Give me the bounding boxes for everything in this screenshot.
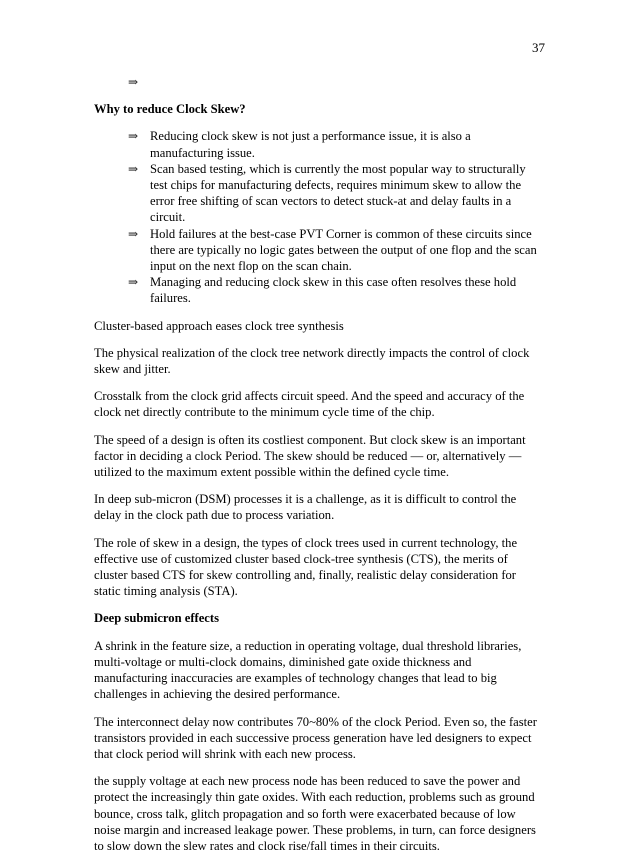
paragraph-crosstalk: Crosstalk from the clock grid affects circuit speed. And the speed and accuracy of the clock net directly contribute to the minimum cycle time of the chip.	[94, 389, 525, 420]
page-number: 37	[532, 40, 545, 55]
paragraph-role-of-skew: The role of skew in a design, the types of clock trees used in current technology, the effective use of customized cluster based clock-tree synthesis (CTS), the merits of cluster based CTS for skew controlling and, finally, realistic delay consideration for static timing analysis (STA).	[94, 535, 518, 599]
arrow-bullet-icon: ⇒	[128, 161, 139, 176]
paragraph-dsm-processes: In deep sub-micron (DSM) processes it is a challenge, as it is difficult to control the delay in the clock path due to process variation.	[94, 492, 517, 523]
bullet-item	[128, 226, 544, 275]
bullet-item	[128, 161, 544, 226]
heading-why-reduce-clock-skew: Why to reduce Clock Skew?	[94, 102, 246, 117]
bullet-text: Reducing clock skew is not just a performance issue, it is also a manufacturing issue.	[150, 129, 471, 160]
page-content	[94, 74, 544, 865]
bullet-text: Scan based testing, which is currently the most popular way to structurally test chips for manufacturing defects, requires minimum skew to allow the error free shifting of scan vectors to detect stuck-at and delay faults in a circuit.	[150, 161, 526, 225]
paragraph-speed-of-design: The speed of a design is often its costliest component. But clock skew is an important factor in deciding a clock Period. The skew should be reduced — or, alternatively — utilized to the maximum extent possible within the defined cycle time.	[94, 432, 526, 480]
lone-bullet	[128, 74, 544, 90]
bullet-text: Hold failures at the best-case PVT Corner is common of these circuits since there are typically no logic gates between the output of one flop and the scan input on the next flop on the scan chain.	[150, 226, 537, 274]
paragraph-cluster-based: Cluster-based approach eases clock tree synthesis	[94, 318, 344, 333]
bullet-item	[128, 128, 544, 160]
paragraph-supply-voltage: the supply voltage at each new process node has been reduced to save the power and protect the increasingly thin gate oxides. With each reduction, problems such as ground bounce, cross talk, glitch propagation and so forth were exacerbated because of low noise margin and increased leakage power. These problems, in turn, can force designers to slow down the slew rates and clock rise/fall times in their circuits.	[94, 774, 536, 853]
heading-deep-submicron-effects: Deep submicron effects	[94, 611, 219, 626]
paragraph-physical-realization: The physical realization of the clock tree network directly impacts the control of clock skew and jitter.	[94, 345, 530, 377]
bullet-list	[128, 128, 544, 306]
paragraph-feature-shrink: A shrink in the feature size, a reduction in operating voltage, dual threshold libraries, multi-voltage or multi-clock domains, diminished gate oxide thickness and manufacturing inaccuracies are examples of technology changes that lead to big challenges in achieving the desired performance.	[94, 638, 522, 702]
arrow-bullet-icon: ⇒	[128, 129, 139, 144]
arrow-bullet-icon: ⇒	[128, 226, 139, 241]
arrow-bullet-icon: ⇒	[128, 275, 139, 290]
bullet-text: Managing and reducing clock skew in this case often resolves these hold failures.	[150, 275, 517, 306]
paragraph-interconnect-delay: The interconnect delay now contributes 70~80% of the clock Period. Even so, the faster transistors provided in each successive process generation have led designers to expect that clock period will shrink with each new process.	[94, 714, 537, 761]
bullet-item	[128, 274, 544, 306]
arrow-bullet-icon: ⇒	[128, 75, 139, 89]
